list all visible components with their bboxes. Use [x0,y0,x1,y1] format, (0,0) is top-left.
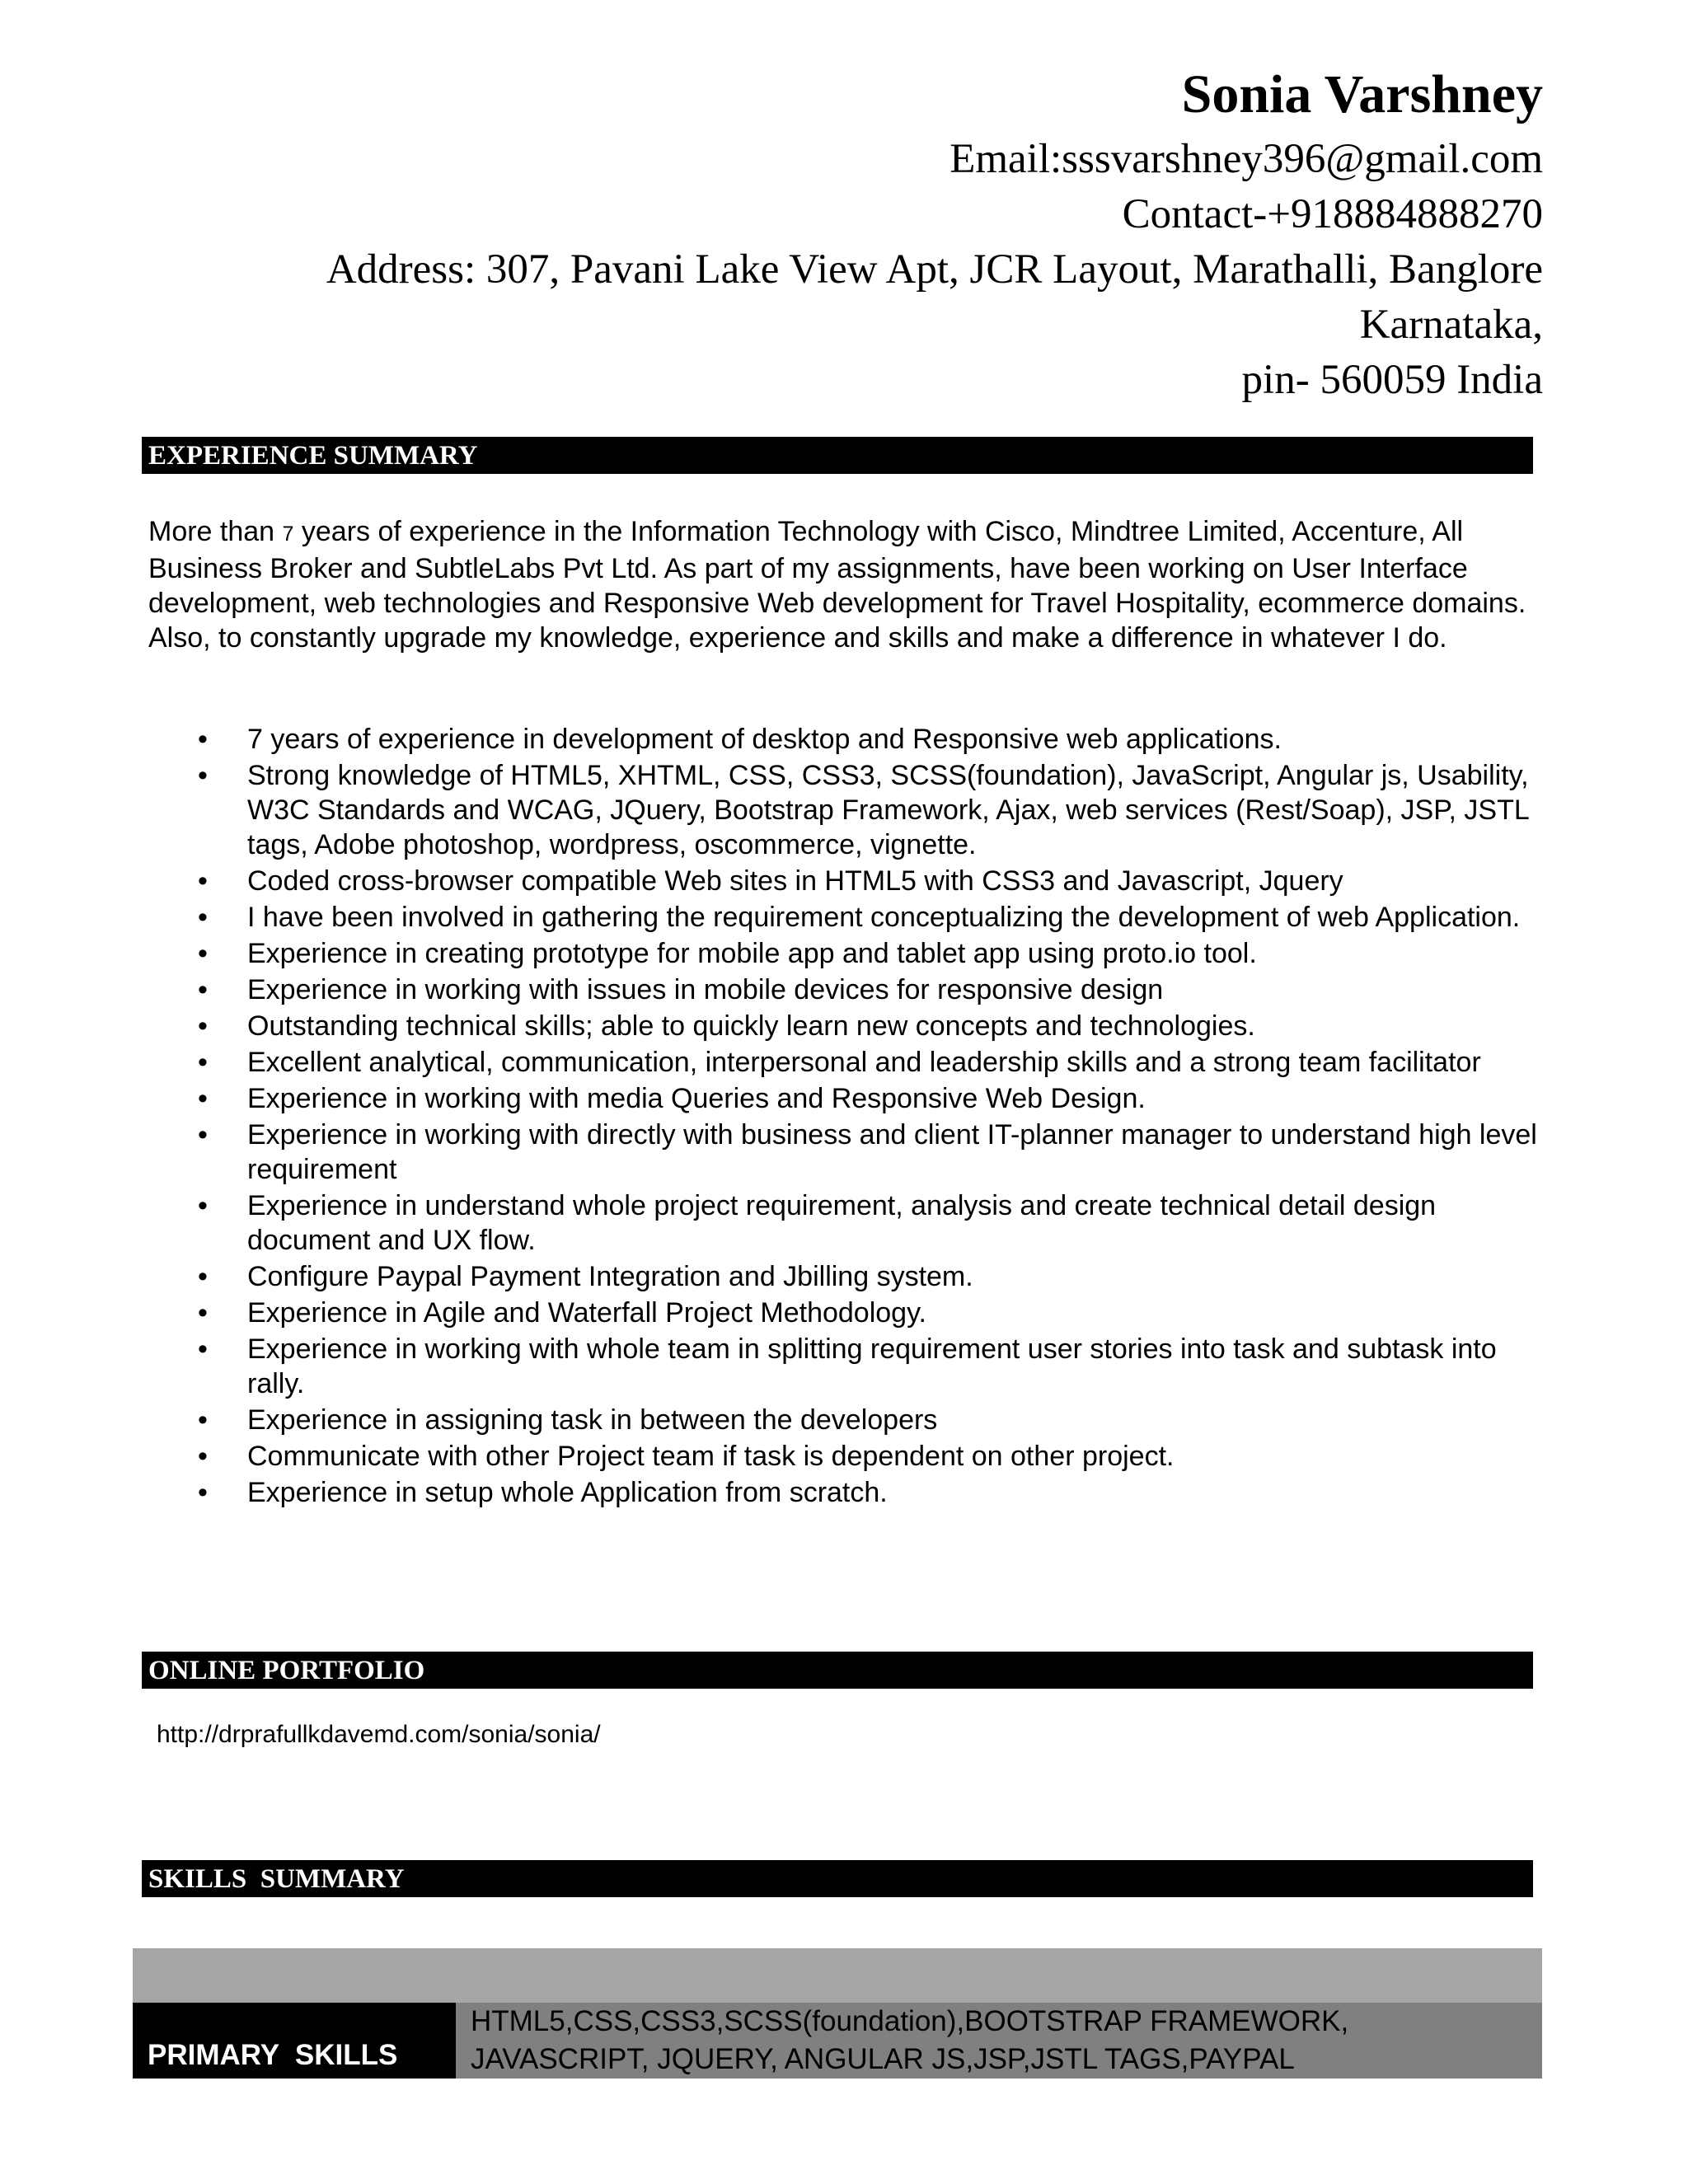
bullet-icon: • [198,1261,208,1292]
list-item-text: I have been involved in gathering the requirement conceptualizing the development of web Application. [247,902,1521,933]
list-item [148,900,1541,935]
primary-skills-line-1: HTML5,CSS,CSS3,SCSS(foundation),BOOTSTRAP FRAMEWORK, [471,2005,1349,2037]
list-item [148,1259,1541,1294]
skills-table [133,1948,1542,2079]
list-item-text: Coded cross-browser compatible Web sites in HTML5 with CSS3 and Javascript, Jquery [247,865,1343,897]
primary-skills-value [456,2003,1542,2079]
list-item-text: Experience in understand whole project requirement, analysis and create technical detail design document and UX flow. [247,1190,1437,1256]
list-item [148,1081,1541,1116]
list-item [148,864,1541,898]
list-item [148,1439,1541,1474]
list-item [148,1332,1541,1401]
online-portfolio-heading: ONLINE PORTFOLIO [142,1652,1533,1689]
bullet-icon: • [198,760,208,791]
list-item [148,972,1541,1007]
list-item-text: Configure Paypal Payment Integration and Jbilling system. [247,1261,973,1292]
experience-summary-heading: EXPERIENCE SUMMARY [142,437,1533,474]
list-item-text: Communicate with other Project team if task is dependent on other project. [247,1441,1175,1472]
skills-summary-heading: SKILLS SUMMARY [142,1860,1533,1897]
bullet-icon: • [198,938,208,969]
primary-skills-line-2: JAVASCRIPT, JQUERY, ANGULAR JS,JSP,JSTL TAGS,PAYPAL [471,2043,1295,2075]
portfolio-link[interactable]: http://drprafullkdavemd.com/sonia/sonia/ [157,1721,601,1748]
primary-skills-label: PRIMARY SKILLS [133,2003,456,2079]
list-item-text: 7 years of experience in development of desktop and Responsive web applications. [247,724,1282,755]
list-item-text: Experience in Agile and Waterfall Project Methodology. [247,1297,927,1329]
bullet-icon: • [198,1404,208,1436]
list-item-text: Strong knowledge of HTML5, XHTML, CSS, CSS3, SCSS(foundation), JavaScript, Angular js, Usability, W3C Standards and WCAG, JQuery, Bootstrap Framework, Ajax, web services (Rest/Soap), JSP, JSTL tags, Adobe photoshop, wordpress, oscommerce, vignette. [247,760,1529,860]
candidate-name: Sonia Varshney [1181,64,1543,124]
list-item-text: Experience in working with issues in mobile devices for responsive design [247,974,1164,1005]
list-item [148,1403,1541,1437]
list-item-text: Experience in assigning task in between the developers [247,1404,938,1436]
email-line: Email:sssvarshney396@gmail.com [950,136,1543,182]
address-line-3: pin- 560059 India [1241,357,1543,403]
bullet-icon: • [198,1441,208,1472]
list-item-text: Experience in working with directly with business and client IT-planner manager to understand high level requirement [247,1119,1537,1185]
experience-intro [148,514,1541,655]
list-item [148,722,1541,757]
bullet-icon: • [198,1119,208,1151]
list-item [148,1045,1541,1080]
bullet-icon: • [198,1010,208,1042]
contact-line: Contact-+918884888270 [1122,191,1543,237]
list-item [148,758,1541,862]
address-line-1: Address: 307, Pavani Lake View Apt, JCR Layout, Marathalli, Banglore [326,246,1543,293]
list-item-text: Experience in creating prototype for mobile app and tablet app using proto.io tool. [247,938,1257,969]
address-line-2: Karnataka, [1359,302,1543,348]
list-item-text: Outstanding technical skills; able to quickly learn new concepts and technologies. [247,1010,1255,1042]
intro-years: 7 [282,523,294,546]
bullet-icon: • [198,1477,208,1508]
list-item [148,936,1541,971]
list-item-text: Experience in setup whole Application from scratch. [247,1477,888,1508]
bullet-icon: • [198,1190,208,1221]
experience-bullet-list [148,722,1541,1511]
skills-table-header [133,1948,1542,2003]
bullet-icon: • [198,974,208,1005]
intro-prefix: More than [148,516,283,547]
list-item-text: Experience in working with media Queries and Responsive Web Design. [247,1083,1146,1114]
bullet-icon: • [198,1047,208,1078]
list-item [148,1009,1541,1043]
bullet-icon: • [198,724,208,755]
list-item-text: Excellent analytical, communication, interpersonal and leadership skills and a strong team facilitator [247,1047,1481,1078]
list-item [148,1475,1541,1510]
list-item [148,1188,1541,1258]
bullet-icon: • [198,865,208,897]
list-item [148,1118,1541,1187]
primary-skills-row [133,2003,1542,2079]
intro-rest: years of experience in the Information Technology with Cisco, Mindtree Limited, Accenture, All Business Broker and SubtleLabs Pvt Ltd. As part of my assignments, have been working on User Interface development, web technologies and Responsive Web development for Travel Hospitality, ecommerce domains. Also, to constantly upgrade my knowledge, experience and skills and make a difference in whatever I do. [148,516,1526,654]
resume-header [326,58,1543,408]
bullet-icon: • [198,902,208,933]
bullet-icon: • [198,1083,208,1114]
list-item [148,1296,1541,1330]
list-item-text: Experience in working with whole team in splitting requirement user stories into task and subtask into rally. [247,1333,1497,1399]
bullet-icon: • [198,1333,208,1365]
bullet-icon: • [198,1297,208,1329]
